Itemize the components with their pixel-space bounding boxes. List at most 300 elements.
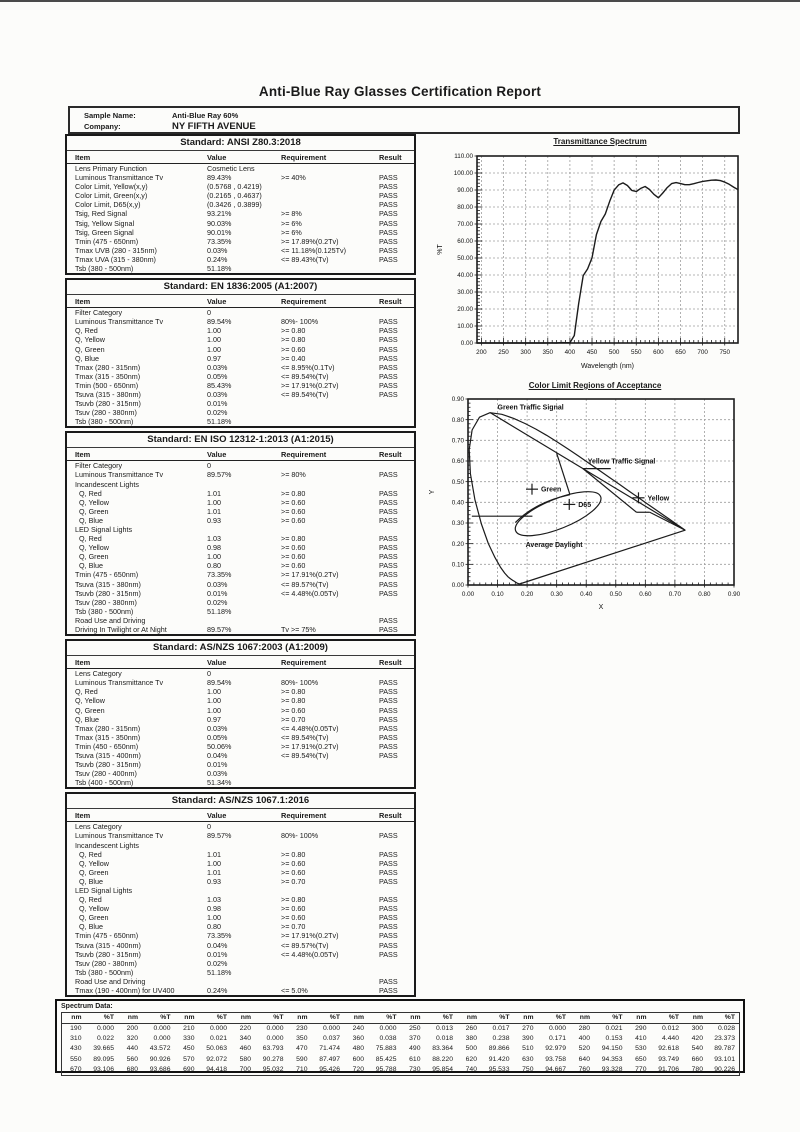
table-cell: Tmin (475 - 650nm) xyxy=(75,931,139,941)
svg-text:100.00: 100.00 xyxy=(453,170,473,178)
table-row xyxy=(67,931,414,940)
table-cell: <= 89.54%(Tv) xyxy=(281,371,329,381)
spectrum-cell: 400 xyxy=(578,1035,590,1043)
spectrum-cell: 410 xyxy=(635,1035,647,1043)
percent-t-header: %T xyxy=(312,1013,345,1024)
spectrum-cell: 390 xyxy=(522,1035,534,1043)
table-cell: 0.98 xyxy=(207,543,221,553)
standard-table-title: Standard: AS/NZS 1067.1:2016 xyxy=(67,794,414,809)
table-row xyxy=(67,317,414,326)
svg-text:%T: %T xyxy=(437,244,444,255)
table-cell xyxy=(281,959,379,968)
table-row xyxy=(67,895,414,904)
table-row xyxy=(67,959,414,968)
table-row xyxy=(67,751,414,760)
svg-text:0.90: 0.90 xyxy=(727,591,741,598)
table-cell xyxy=(379,308,414,318)
spectrum-cell: 90.278 xyxy=(262,1055,284,1063)
table-cell xyxy=(281,200,379,209)
table-cell: Lens Primary Function xyxy=(75,164,147,173)
table-cell: 73.35% xyxy=(207,570,232,580)
svg-text:200: 200 xyxy=(476,349,487,356)
svg-text:Wavelength (nm): Wavelength (nm) xyxy=(580,363,635,370)
table-row xyxy=(67,922,414,931)
table-cell: PASS xyxy=(379,515,398,525)
table-row xyxy=(67,778,414,787)
spectrum-cell: 720 xyxy=(352,1065,364,1073)
table-row xyxy=(67,209,414,218)
column-header: Value xyxy=(207,151,281,164)
table-cell: PASS xyxy=(379,678,398,688)
table-cell: 0.02% xyxy=(207,597,228,607)
spectrum-cell: 680 xyxy=(126,1065,138,1073)
spectrum-cell: 220 xyxy=(239,1025,251,1032)
table-cell: 89.54% xyxy=(207,317,232,327)
table-row xyxy=(67,986,414,995)
table-cell: Q, Blue xyxy=(75,561,103,571)
table-cell: PASS xyxy=(379,615,398,625)
table-cell: PASS xyxy=(379,191,398,201)
table-cell: >= 0.80 xyxy=(281,335,306,345)
table-cell: PASS xyxy=(379,570,398,580)
table-cell: 1.00 xyxy=(207,326,221,336)
sample-info-box xyxy=(68,106,740,134)
standard-table-3 xyxy=(65,431,416,636)
table-cell: >= 17.91%(0.2Tv) xyxy=(281,741,339,751)
table-cell: 0.98 xyxy=(207,904,221,914)
table-cell xyxy=(281,769,379,778)
table-row xyxy=(67,480,414,489)
column-header: Item xyxy=(67,151,207,164)
svg-text:0.00: 0.00 xyxy=(451,582,464,590)
table-row xyxy=(67,941,414,950)
spectrum-cell: 0.037 xyxy=(322,1035,340,1043)
column-header: Result xyxy=(379,295,414,308)
table-cell: 1.00 xyxy=(207,705,221,715)
percent-t-header: %T xyxy=(86,1013,119,1024)
table-row xyxy=(67,561,414,570)
table-cell xyxy=(281,616,379,625)
table-cell xyxy=(281,760,379,769)
svg-text:0.40: 0.40 xyxy=(580,591,593,598)
percent-t-header: %T xyxy=(368,1013,401,1024)
svg-text:0.50: 0.50 xyxy=(609,591,622,598)
table-cell: >= 17.89%(0.2Tv) xyxy=(281,236,339,246)
spectrum-cell: 0.000 xyxy=(322,1025,340,1032)
svg-text:250: 250 xyxy=(498,349,509,356)
table-cell: 0.03% xyxy=(207,389,228,399)
table-cell: PASS xyxy=(379,750,398,760)
table-cell: 1.00 xyxy=(207,344,221,354)
table-cell xyxy=(379,264,414,273)
table-cell: PASS xyxy=(379,705,398,715)
svg-text:30.00: 30.00 xyxy=(457,289,473,297)
spectrum-cell: 0.013 xyxy=(435,1025,453,1032)
table-cell xyxy=(281,822,379,832)
table-row xyxy=(67,399,414,408)
table-cell xyxy=(207,886,281,895)
table-cell: 90.01% xyxy=(207,227,232,237)
nm-header: nm xyxy=(627,1013,651,1024)
table-cell xyxy=(379,968,414,977)
table-cell xyxy=(379,525,414,534)
table-cell: 89.54% xyxy=(207,678,232,688)
table-cell: Luminous Transmittance Tv xyxy=(75,678,164,688)
svg-text:0.10: 0.10 xyxy=(451,561,464,569)
spectrum-cell: 360 xyxy=(352,1035,364,1043)
table-cell: 0 xyxy=(207,461,211,471)
table-cell: 89.57% xyxy=(207,831,232,841)
table-cell: 1.01 xyxy=(207,488,221,498)
table-cell: 80%- 100% xyxy=(281,317,319,327)
spectrum-cell: 90.926 xyxy=(149,1055,171,1063)
spectrum-cell: 460 xyxy=(239,1045,251,1053)
table-row xyxy=(67,850,414,859)
spectrum-cell: 610 xyxy=(409,1055,421,1063)
svg-text:0.80: 0.80 xyxy=(451,416,464,424)
svg-text:650: 650 xyxy=(675,349,686,356)
spectrum-cell: 370 xyxy=(409,1035,421,1043)
table-cell: PASS xyxy=(379,227,398,237)
table-cell xyxy=(379,164,414,174)
spectrum-cell: 92.979 xyxy=(545,1045,566,1053)
table-cell: 73.35% xyxy=(207,236,232,246)
column-header: Value xyxy=(207,656,281,669)
spectrum-cell: 95.533 xyxy=(488,1065,510,1073)
table-cell: PASS xyxy=(379,895,398,905)
table-cell: 0 xyxy=(207,308,211,318)
table-cell: <= 89.54%(Tv) xyxy=(281,732,329,742)
table-cell xyxy=(379,480,414,489)
spectrum-data-label: Spectrum Data: xyxy=(61,1003,113,1010)
table-cell: Luminous Transmittance Tv xyxy=(75,317,164,327)
table-cell xyxy=(281,607,379,616)
table-cell: PASS xyxy=(379,380,398,390)
table-cell: 0.03% xyxy=(207,723,228,733)
spectrum-cell: 88.220 xyxy=(432,1055,453,1063)
table-row xyxy=(67,696,414,705)
table-cell: >= 0.60 xyxy=(281,867,306,877)
table-cell: <= 4.48%(0.05Tv) xyxy=(281,723,339,733)
svg-text:700: 700 xyxy=(697,349,708,356)
table-cell: 1.00 xyxy=(207,552,221,562)
table-cell xyxy=(281,308,379,318)
table-cell: Q, Green xyxy=(75,913,109,923)
table-cell: PASS xyxy=(379,931,398,941)
table-cell: Tmax (315 - 350nm) xyxy=(75,732,141,742)
svg-text:110.00: 110.00 xyxy=(454,153,473,161)
standards-tables-column xyxy=(65,134,416,1000)
standard-table-4 xyxy=(65,639,416,789)
spectrum-cell: 520 xyxy=(578,1045,590,1053)
table-row xyxy=(67,625,414,634)
table-cell: >= 0.80 xyxy=(281,326,306,336)
table-cell xyxy=(281,164,379,174)
table-cell: Q, Red xyxy=(75,849,102,859)
table-cell: PASS xyxy=(379,723,398,733)
table-cell: >= 8% xyxy=(281,209,302,219)
table-cell: Q, Blue xyxy=(75,515,103,525)
table-cell: LED Signal Lights xyxy=(75,525,133,534)
spectrum-cell: 0.238 xyxy=(492,1035,510,1043)
spectrum-cell: 770 xyxy=(635,1065,647,1073)
spectrum-cell: 95.854 xyxy=(432,1065,453,1073)
table-cell: PASS xyxy=(379,254,398,264)
table-row xyxy=(67,164,414,174)
table-cell: 1.00 xyxy=(207,913,221,923)
table-row xyxy=(67,977,414,986)
table-cell: 85.43% xyxy=(207,380,232,390)
table-cell: 89.57% xyxy=(207,470,232,480)
spectrum-cell: 95.032 xyxy=(262,1065,284,1073)
spectrum-cell: 780 xyxy=(691,1065,703,1073)
percent-t-header: %T xyxy=(199,1013,232,1024)
svg-text:0.90: 0.90 xyxy=(451,396,464,404)
table-cell: Tsig, Red Signal xyxy=(75,209,127,219)
table-row xyxy=(67,616,414,625)
table-cell: >= 0.80 xyxy=(281,687,306,697)
spectrum-cell: 4.440 xyxy=(661,1035,679,1043)
table-cell: Tmin (500 - 650nm) xyxy=(75,380,139,390)
table-cell: (0.5768 , 0.4219) xyxy=(207,182,262,192)
spectrum-cell: 0.021 xyxy=(605,1025,623,1032)
table-row xyxy=(67,598,414,607)
spectrum-row xyxy=(62,1024,740,1035)
percent-t-header: %T xyxy=(707,1013,740,1024)
table-cell xyxy=(281,264,379,273)
table-cell: (0.3426 , 0.3899) xyxy=(207,200,262,210)
table-cell: 0.02% xyxy=(207,408,228,418)
column-header: Result xyxy=(379,151,414,164)
svg-text:D65: D65 xyxy=(578,501,592,509)
spectrum-cell: 260 xyxy=(465,1025,477,1032)
spectrum-cell: 690 xyxy=(183,1065,195,1073)
transmittance-chart-block xyxy=(432,137,768,385)
table-cell: PASS xyxy=(379,543,398,553)
spectrum-cell: 93.686 xyxy=(149,1065,171,1073)
table-row xyxy=(67,868,414,877)
table-cell: 0.80 xyxy=(207,561,221,571)
svg-text:600: 600 xyxy=(653,349,664,356)
table-cell: Road Use and Driving xyxy=(75,615,146,625)
svg-text:0.30: 0.30 xyxy=(451,520,464,528)
spectrum-cell: 710 xyxy=(296,1065,308,1073)
spectrum-cell: 93.328 xyxy=(601,1065,623,1073)
spectrum-cell: 510 xyxy=(522,1045,534,1053)
table-cell: 51.34% xyxy=(207,778,232,788)
standard-results-table xyxy=(67,656,414,787)
spectrum-cell: 230 xyxy=(296,1025,308,1032)
table-cell xyxy=(281,480,379,489)
table-row xyxy=(67,607,414,616)
table-cell: PASS xyxy=(379,579,398,589)
table-cell: PASS xyxy=(379,362,398,372)
svg-text:350: 350 xyxy=(542,349,554,356)
standard-table-title: Standard: ANSI Z80.3:2018 xyxy=(67,136,414,151)
table-cell: Tmax (315 - 350nm) xyxy=(75,371,141,381)
table-row xyxy=(67,173,414,182)
table-cell xyxy=(281,191,379,200)
table-row xyxy=(67,760,414,769)
table-cell: Filter Category xyxy=(75,461,123,471)
table-cell: Color Limit, Green(x,y) xyxy=(75,191,148,201)
table-cell: Q, Red xyxy=(75,534,102,544)
table-cell: 0.97 xyxy=(207,353,221,363)
table-cell xyxy=(379,598,414,607)
table-cell xyxy=(281,977,379,986)
spectrum-cell: 91.420 xyxy=(488,1055,510,1063)
spectrum-cell: 71.474 xyxy=(319,1045,340,1053)
header-row xyxy=(67,151,414,164)
table-row xyxy=(67,498,414,507)
table-cell: PASS xyxy=(379,317,398,327)
table-cell: >= 17.91%(0.2Tv) xyxy=(281,931,339,941)
table-cell: 0.93 xyxy=(207,876,221,886)
nm-header: nm xyxy=(118,1013,142,1024)
table-row xyxy=(67,489,414,498)
table-cell xyxy=(379,399,414,408)
spectrum-cell: 580 xyxy=(239,1055,251,1063)
table-cell: PASS xyxy=(379,922,398,932)
table-cell: >= 0.60 xyxy=(281,904,306,914)
table-cell: PASS xyxy=(379,867,398,877)
table-cell xyxy=(281,525,379,534)
spectrum-cell: 620 xyxy=(465,1055,477,1063)
table-row xyxy=(67,687,414,696)
spectrum-cell: 93.749 xyxy=(658,1055,679,1063)
spectrum-cell: 350 xyxy=(296,1035,308,1043)
svg-text:0.80: 0.80 xyxy=(698,591,711,598)
table-cell: Tsuvb (280 - 315nm) xyxy=(75,949,141,959)
table-cell: <= 89.54%(Tv) xyxy=(281,389,329,399)
table-cell: PASS xyxy=(379,588,398,598)
table-cell: PASS xyxy=(379,218,398,228)
table-row xyxy=(67,390,414,399)
spectrum-cell: 440 xyxy=(126,1045,138,1053)
table-cell xyxy=(379,669,414,679)
table-cell: Tsuvb (280 - 315nm) xyxy=(75,399,141,409)
table-cell: Q, Green xyxy=(75,867,109,877)
table-cell: Tmin (475 - 650nm) xyxy=(75,570,139,580)
table-cell xyxy=(281,408,379,417)
table-cell: PASS xyxy=(379,849,398,859)
spectrum-cell: 530 xyxy=(635,1045,647,1053)
table-cell: PASS xyxy=(379,949,398,959)
table-cell: Q, Blue xyxy=(75,876,103,886)
spectrum-cell: 650 xyxy=(635,1055,647,1063)
percent-t-header: %T xyxy=(651,1013,684,1024)
table-cell: PASS xyxy=(379,488,398,498)
table-cell xyxy=(281,598,379,607)
table-cell: Tsuv (280 - 380nm) xyxy=(75,597,137,607)
table-row xyxy=(67,534,414,543)
table-cell: Q, Red xyxy=(75,488,102,498)
table-cell: >= 0.60 xyxy=(281,497,306,507)
table-cell xyxy=(281,778,379,787)
table-cell xyxy=(379,841,414,850)
table-cell: PASS xyxy=(379,876,398,886)
spectrum-cell: 560 xyxy=(126,1055,138,1063)
spectrum-cell: 0.000 xyxy=(153,1035,171,1043)
table-cell: >= 0.80 xyxy=(281,849,306,859)
table-row xyxy=(67,859,414,868)
table-row xyxy=(67,950,414,959)
table-row xyxy=(67,678,414,687)
spectrum-cell: 89.787 xyxy=(714,1045,735,1053)
column-header: Item xyxy=(67,448,207,461)
svg-text:Green: Green xyxy=(540,486,562,494)
table-cell: 0.01% xyxy=(207,949,228,959)
percent-t-header: %T xyxy=(538,1013,571,1024)
svg-text:Yellow: Yellow xyxy=(647,495,670,503)
header-row xyxy=(67,809,414,822)
column-header: Value xyxy=(207,448,281,461)
table-cell: 0.03% xyxy=(207,362,228,372)
table-cell xyxy=(379,461,414,471)
table-row xyxy=(67,913,414,922)
spectrum-cell: 93.106 xyxy=(93,1065,114,1073)
nm-header: nm xyxy=(457,1013,481,1024)
spectrum-cell: 95.788 xyxy=(375,1065,397,1073)
svg-text:20.00: 20.00 xyxy=(457,306,473,314)
company-value: NY FIFTH AVENUE xyxy=(172,121,256,132)
table-cell: PASS xyxy=(379,986,398,996)
table-row xyxy=(67,516,414,525)
table-cell: PASS xyxy=(379,561,398,571)
table-row xyxy=(67,335,414,344)
table-cell: 0.24% xyxy=(207,986,228,996)
table-cell: PASS xyxy=(379,552,398,562)
table-cell: >= 0.40 xyxy=(281,353,306,363)
standard-results-table xyxy=(67,295,414,426)
table-cell: Q, Blue xyxy=(75,353,99,363)
table-cell: Tsb (380 - 500nm) xyxy=(75,606,134,616)
spectrum-cell: 640 xyxy=(578,1055,590,1063)
table-cell: Tmax (280 - 315nm) xyxy=(75,362,141,372)
table-cell: Luminous Transmittance Tv xyxy=(75,831,164,841)
table-cell: 0.24% xyxy=(207,254,228,264)
table-cell: 0.05% xyxy=(207,371,228,381)
table-cell: 90.03% xyxy=(207,218,232,228)
table-cell: PASS xyxy=(379,625,398,635)
table-row xyxy=(67,363,414,372)
spectrum-cell: 50.063 xyxy=(206,1045,227,1053)
table-row xyxy=(67,669,414,679)
spectrum-data-section xyxy=(55,999,745,1073)
svg-text:0.00: 0.00 xyxy=(461,591,475,598)
table-cell: Q, Green xyxy=(75,705,105,715)
table-cell: 0.01% xyxy=(207,760,228,770)
table-cell: 1.00 xyxy=(207,858,221,868)
svg-text:0.70: 0.70 xyxy=(451,437,464,445)
table-cell: PASS xyxy=(379,732,398,742)
table-row xyxy=(67,769,414,778)
table-cell: Q, Red xyxy=(75,895,102,905)
table-cell: 0.80 xyxy=(207,922,221,932)
table-cell: Tsuv (280 - 400nm) xyxy=(75,769,137,779)
svg-text:Y: Y xyxy=(429,489,436,495)
table-cell: PASS xyxy=(379,200,398,210)
header-row xyxy=(67,656,414,669)
color-limit-chart-title: Color Limit Regions of Acceptance xyxy=(528,381,662,390)
svg-text:X: X xyxy=(598,604,604,611)
header-row xyxy=(67,295,414,308)
table-cell: PASS xyxy=(379,326,398,336)
standard-table-title: Standard: EN 1836:2005 (A1:2007) xyxy=(67,280,414,295)
table-cell xyxy=(207,841,281,850)
table-cell: PASS xyxy=(379,209,398,219)
table-cell: Q, Yellow xyxy=(75,335,105,345)
